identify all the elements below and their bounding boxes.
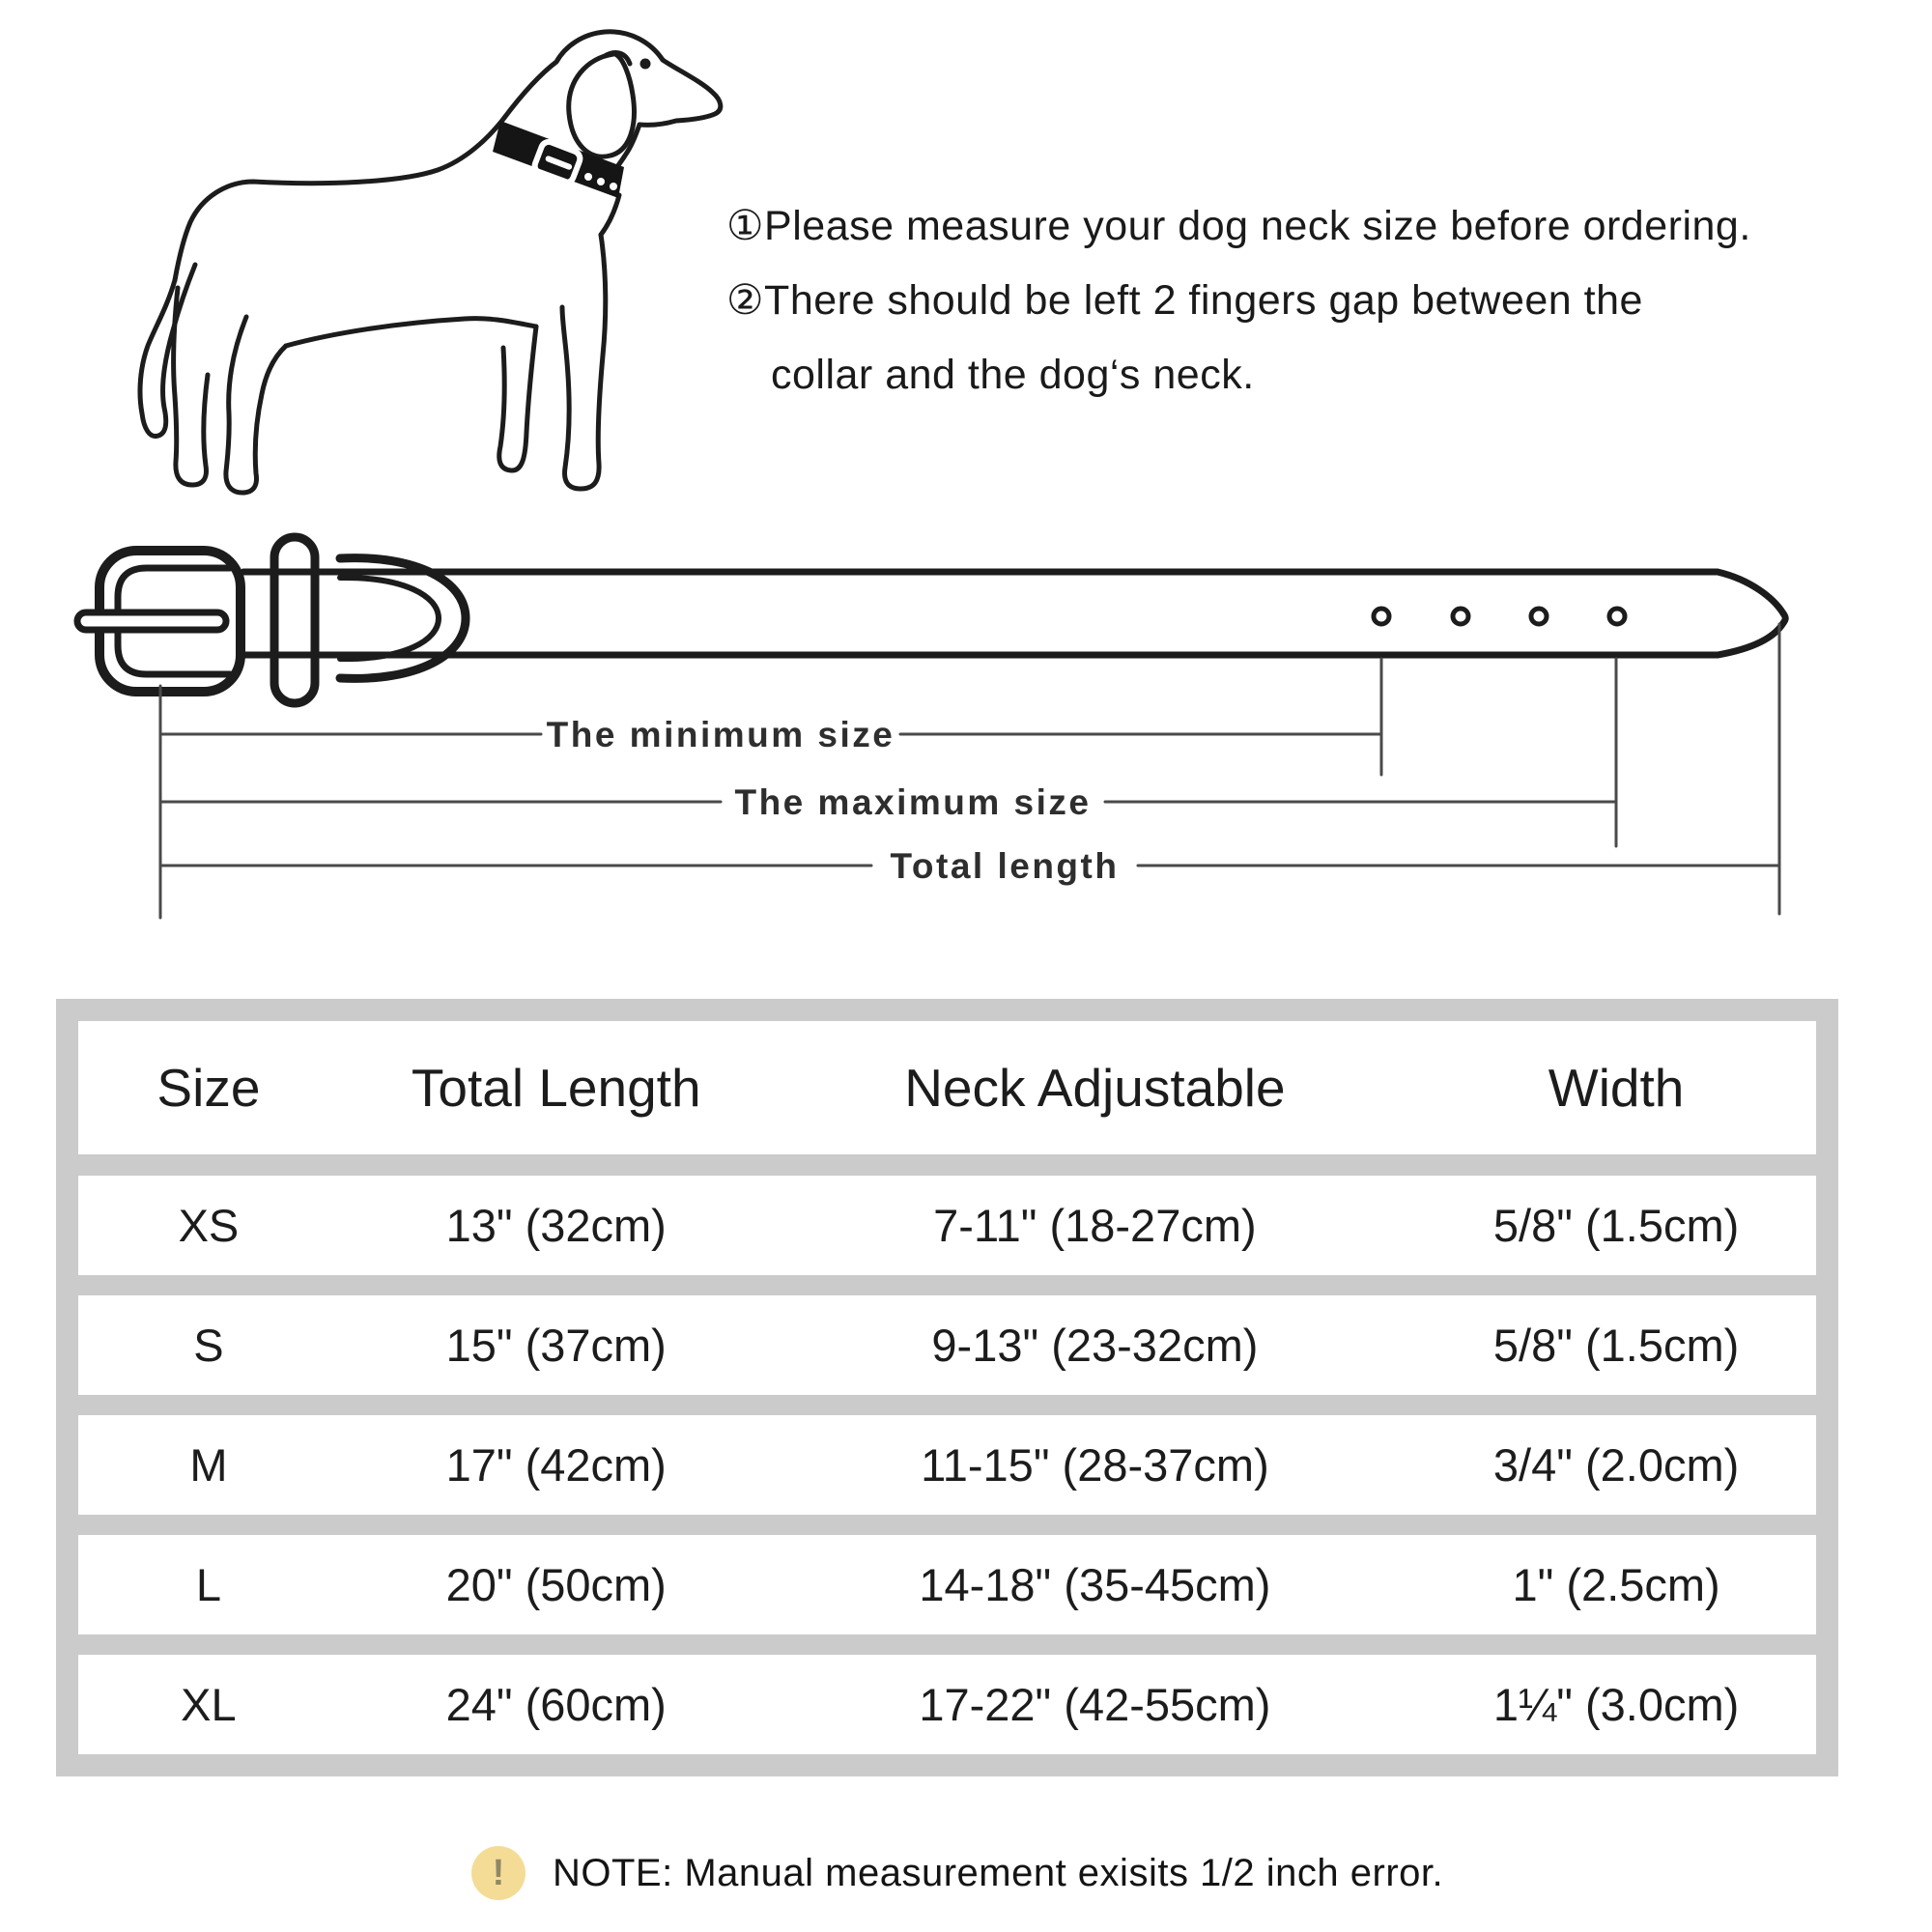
collar-strap xyxy=(243,572,1785,655)
strap-hole xyxy=(1453,609,1468,624)
dog-muzzle xyxy=(639,60,721,125)
cell-total-length: 15" (37cm) xyxy=(445,1320,667,1371)
dog-head-outline xyxy=(504,32,663,118)
cell-size: XL xyxy=(181,1679,237,1730)
cell-size: M xyxy=(189,1439,228,1491)
exclamation-icon: ! xyxy=(471,1846,526,1900)
cell-width: 5/8" (1.5cm) xyxy=(1492,1320,1740,1371)
dog-front-leg-far xyxy=(499,327,536,470)
strap-hole xyxy=(1609,609,1625,624)
header-total-length: Total Length xyxy=(411,1058,701,1118)
total-length-label: Total length xyxy=(890,846,1120,886)
max-size-label: The maximum size xyxy=(734,782,1092,822)
note-row xyxy=(471,1843,1443,1903)
dog-back xyxy=(175,118,504,280)
cell-width: 1¼" (3.0cm) xyxy=(1492,1679,1740,1730)
table-row-m xyxy=(78,1415,1816,1515)
size-table xyxy=(56,999,1838,1776)
header-width: Width xyxy=(1548,1058,1685,1118)
dog-collar-hole xyxy=(610,183,617,190)
cell-width: 1" (2.5cm) xyxy=(1512,1559,1720,1610)
dog-ear xyxy=(569,54,635,156)
dog-collar xyxy=(493,121,624,198)
table-row-s xyxy=(78,1295,1816,1395)
cell-neck-adjustable: 7-11" (18-27cm) xyxy=(933,1200,1257,1251)
cell-total-length: 24" (60cm) xyxy=(445,1679,667,1730)
instruction-line-2: ②There should be left 2 fingers gap between the xyxy=(726,277,1643,324)
cell-width: 5/8" (1.5cm) xyxy=(1492,1200,1740,1251)
dog-collar-hole xyxy=(597,178,605,185)
header-neck-adjustable: Neck Adjustable xyxy=(904,1058,1286,1118)
dog-chest xyxy=(601,195,619,235)
instruction-line-3: collar and the dog‘s neck. xyxy=(771,352,1255,398)
table-row-xl xyxy=(78,1655,1816,1754)
cell-neck-adjustable: 11-15" (28-37cm) xyxy=(921,1439,1269,1491)
belt-fold-loop-inner xyxy=(340,578,439,659)
cell-neck-adjustable: 9-13" (23-32cm) xyxy=(931,1320,1259,1371)
table-row-l xyxy=(78,1535,1816,1634)
table-row-xs xyxy=(78,1176,1816,1275)
dog-eye xyxy=(640,59,651,70)
cell-size: XS xyxy=(178,1200,240,1251)
cell-total-length: 17" (42cm) xyxy=(445,1439,667,1491)
dog-collar-hole xyxy=(584,173,592,181)
cell-neck-adjustable: 17-22" (42-55cm) xyxy=(919,1679,1271,1730)
dog-belly xyxy=(286,319,536,346)
cell-neck-adjustable: 14-18" (35-45cm) xyxy=(919,1559,1271,1610)
cell-total-length: 13" (32cm) xyxy=(445,1200,667,1251)
belt-keeper-loop xyxy=(274,537,315,703)
header-size: Size xyxy=(156,1058,261,1118)
buckle-prong xyxy=(77,612,226,630)
cell-total-length: 20" (50cm) xyxy=(445,1559,667,1610)
collar-measurement-diagram xyxy=(0,522,1932,985)
note-text: NOTE: Manual measurement exisits 1/2 inch error. xyxy=(553,1851,1444,1894)
dog-illustration xyxy=(82,8,729,515)
instruction-line-1: ①Please measure your dog neck size before ordering. xyxy=(726,203,1751,249)
cell-width: 3/4" (2.0cm) xyxy=(1492,1439,1740,1491)
strap-hole xyxy=(1374,609,1389,624)
cell-size: S xyxy=(193,1320,224,1371)
strap-hole xyxy=(1531,609,1547,624)
min-size-label: The minimum size xyxy=(546,715,895,754)
dog-tail xyxy=(140,265,195,437)
size-table-header-row xyxy=(78,1021,1816,1154)
dog-hind-leg-near xyxy=(226,317,286,493)
dog-front-leg-near xyxy=(562,235,606,489)
cell-size: L xyxy=(195,1559,221,1610)
instructions-block xyxy=(726,189,1924,412)
